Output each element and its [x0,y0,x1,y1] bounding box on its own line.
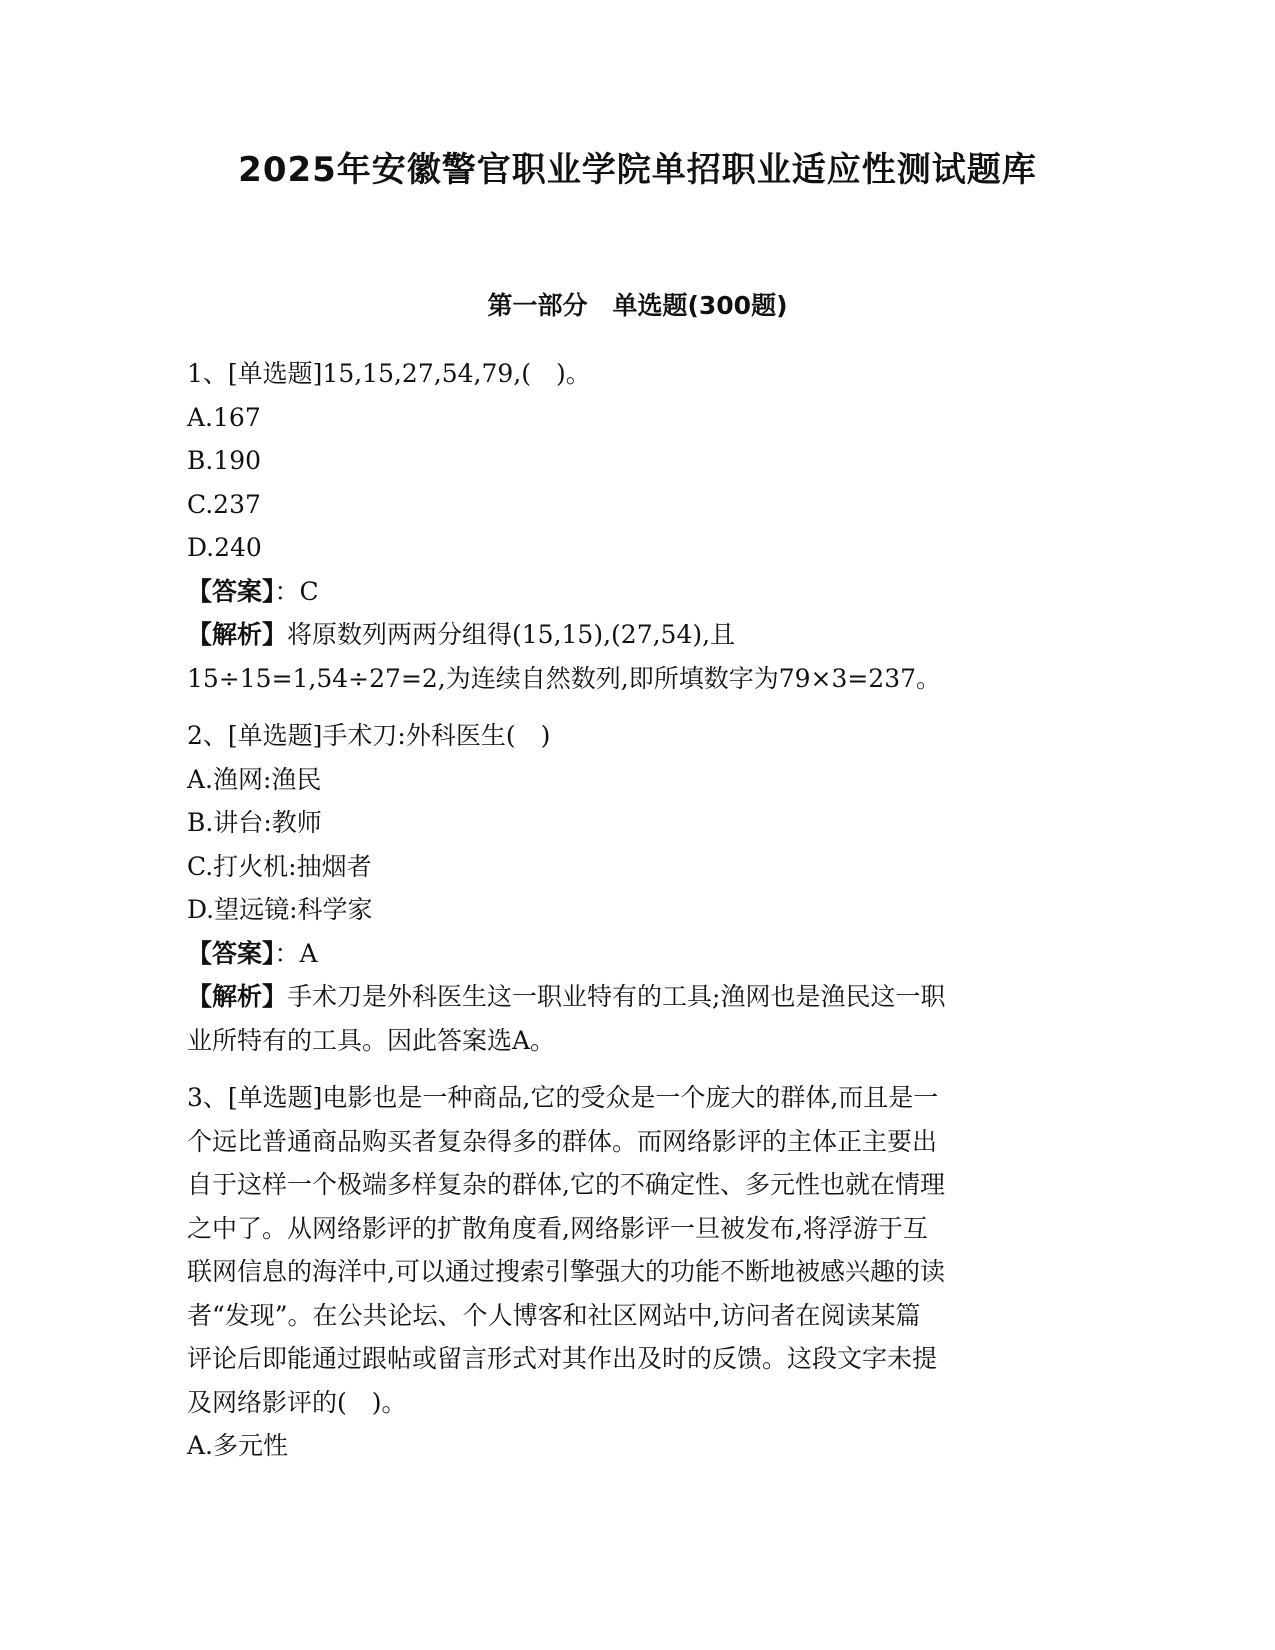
explanation-label: 【解析】 [187,982,288,1011]
answer-line [187,570,1087,614]
question-stem-line: 个远比普通商品购买者复杂得多的群体。而网络影评的主体正主要出 [187,1126,938,1156]
section-title: 第一部分 单选题(300题) [487,291,788,320]
answer-value: ：C [274,576,319,606]
question-1 [187,352,1087,700]
answer-label: 【答案】 [187,938,275,968]
question-stem-line: 之中了。从网络影评的扩散角度看,网络影评一旦被发布,将浮游于互 [187,1213,928,1243]
explanation-text-continued: 业所特有的工具。因此答案选A。 [187,1025,556,1055]
question-3 [187,1076,1087,1468]
answer-line [187,932,1087,976]
explanation-label: 【解析】 [187,620,288,649]
question-stem-line: 3、[单选题]电影也是一种商品,它的受众是一个庞大的群体,而且是一 [187,1083,939,1112]
question-stem-line: 者“发现”。在公共论坛、个人博客和社区网站中,访问者在阅读某篇 [187,1300,921,1330]
question-stem: 2、[单选题]手术刀:外科医生( ) [187,721,551,750]
question-list [187,352,1087,1482]
answer-label: 【答案】 [187,576,275,606]
explanation-line [187,975,1087,1019]
option-b: B.讲台:教师 [187,808,322,837]
question-2 [187,714,1087,1062]
answer-value: ：A [274,938,318,968]
option-d: D.240 [187,533,262,562]
question-stem-line: 及网络影评的( )。 [187,1387,407,1417]
explanation-text: 将原数列两两分组得(15,15),(27,54),且 [287,620,736,649]
option-a: A.渔网:渔民 [187,764,322,794]
explanation-text: 手术刀是外科医生这一职业特有的工具;渔网也是渔民这一职 [287,982,946,1011]
option-a: A.多元性 [187,1431,289,1460]
option-d: D.望远镜:科学家 [187,895,373,924]
question-stem: 1、[单选题]15,15,27,54,79,( )。 [187,359,591,388]
question-stem-line: 联网信息的海洋中,可以通过搜索引擎强大的功能不断地被感兴趣的读 [187,1257,945,1286]
question-stem-line: 自于这样一个极端多样复杂的群体,它的不确定性、多元性也就在情理 [187,1170,945,1199]
option-a: A.167 [187,402,261,432]
document-title: 2025年安徽警官职业学院单招职业适应性测试题库 [238,150,1037,190]
option-c: C.237 [187,489,261,519]
option-b: B.190 [187,446,262,475]
explanation-line [187,613,1087,657]
question-stem-line: 评论后即能通过跟帖或留言形式对其作出及时的反馈。这段文字未提 [187,1344,938,1373]
explanation-text-continued: 15÷15=1,54÷27=2,为连续自然数列,即所填数字为79×3=237。 [187,663,942,693]
option-c: C.打火机:抽烟者 [187,851,372,881]
